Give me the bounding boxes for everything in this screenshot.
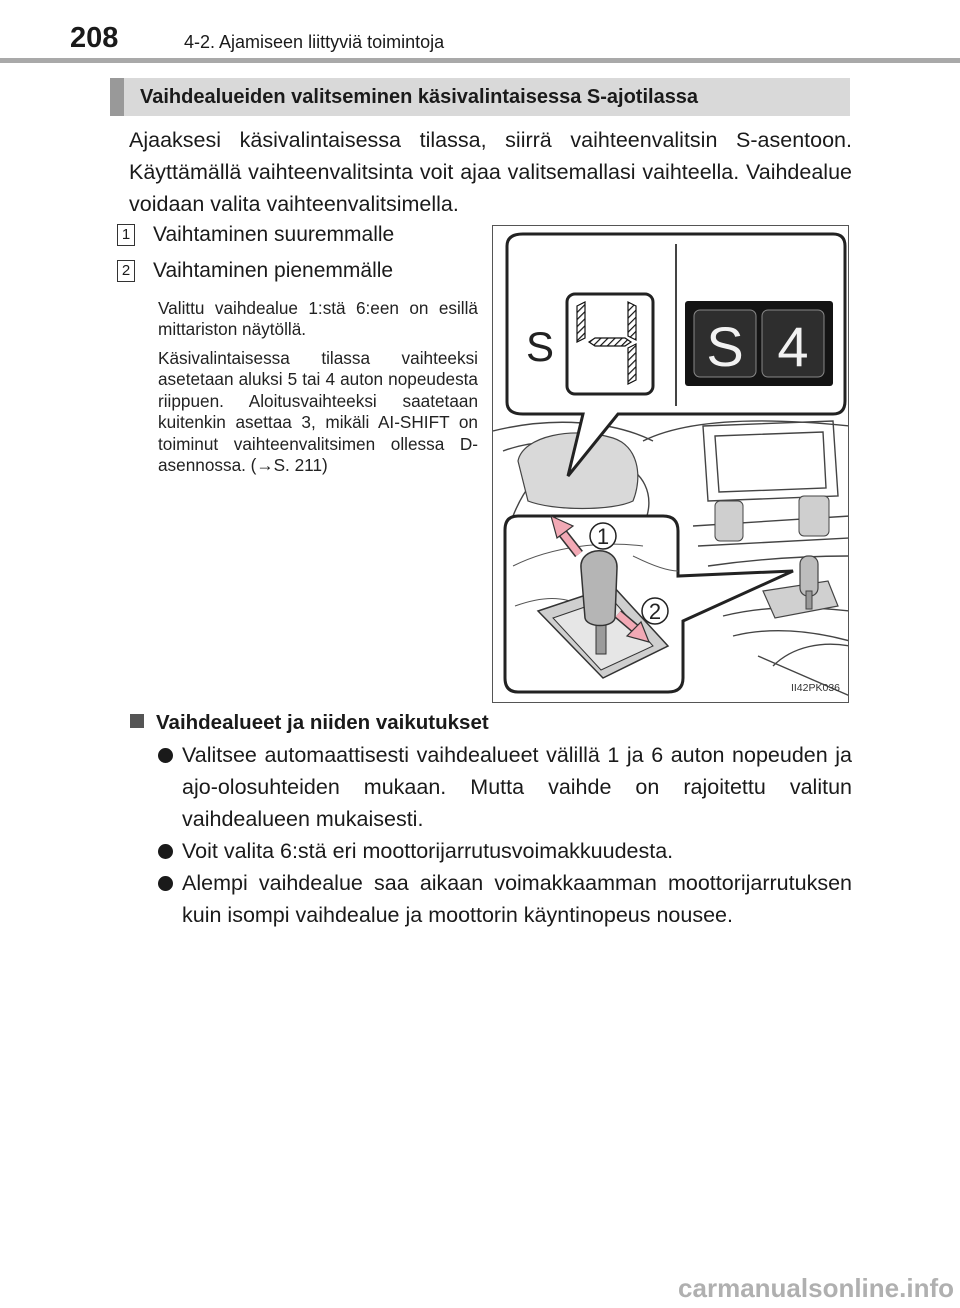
air-vents — [715, 496, 829, 541]
shifter-overview — [763, 556, 838, 618]
section-title: Vaihdealueiden valitseminen käsivalintaisessa S-ajotilassa — [140, 86, 699, 108]
bullet-text: Voit valita 6:stä eri moottorijarrutusvoimakkuudesta. — [182, 839, 674, 863]
intro-paragraph: Ajaaksesi käsivalintaisessa tilassa, siirrä vaihteenvalitsin S-asentoon. Käyttämällä vaihteenvalitsinta voit ajaa valitsemallasi vaihteella. Vaihdealue voidaan valita vaihteenvalitsimella. — [129, 128, 852, 216]
list-item-upshift — [117, 223, 394, 247]
bullet-text: Valitsee automaattisesti vaihdealueet välillä 1 ja 6 auton nopeuden ja ajo-olosuhteiden mukaan. Mutta vaihde on rajoitettu valitun vaihdealueen mukaisesti. — [182, 743, 852, 831]
bullet-item-automatic-range — [158, 739, 852, 835]
bullet-text: Alempi vaihdealue saa aikaan voimakkaamman moottorijarrutuksen kuin isompi vaihdealue ja moottorin käyntinopeus nousee. — [182, 871, 852, 927]
bullet-item-lower-range — [158, 867, 852, 931]
badge-gear-number: 4 — [777, 315, 809, 378]
square-bullet-icon — [130, 714, 144, 728]
bullet-dot-icon — [158, 748, 173, 763]
chapter-title: 4-2. Ajamiseen liittyviä toimintoja — [184, 32, 445, 52]
list-item-downshift — [117, 259, 393, 283]
badge-mode-letter: S — [706, 315, 744, 378]
item-label: Vaihtaminen pienemmälle — [153, 259, 394, 282]
gear-selector-illustration — [492, 225, 849, 703]
header-divider — [0, 58, 960, 63]
bullet-item-engine-braking — [158, 835, 852, 867]
section-heading-bar — [110, 78, 850, 116]
bullet-dot-icon — [158, 844, 173, 859]
item-number-badge: 2 — [117, 260, 135, 282]
callout-number-2: 2 — [648, 599, 662, 624]
figure-code: II42PK036 — [790, 682, 840, 694]
page-number: 208 — [70, 22, 119, 54]
item-number-badge: 1 — [117, 224, 135, 246]
subsection-heading — [130, 711, 489, 735]
footer-watermark: carmanualsonline.info — [678, 1273, 954, 1303]
bullet-dot-icon — [158, 876, 173, 891]
illustration-svg — [493, 226, 849, 703]
note-initial-gear: Käsivalintaisessa tilassa vaihteeksi asetetaan aluksi 5 tai 4 auton nopeudesta riippuen. Aloitusvaihteeksi saatetaan kuitenkin asettaa 3, mikäli AI-SHIFT on toiminut vaihteenvalitsimen ollessa D-asennossa. (→S. 211) — [158, 348, 478, 476]
callout-number-1: 1 — [596, 524, 610, 549]
item-label: Vaihtaminen suuremmalle — [153, 223, 395, 246]
display-mode-letter: S — [526, 323, 555, 370]
note-display-range: Valittu vaihdealue 1:stä 6:een on esillä mittariston näytöllä. — [158, 298, 478, 340]
subsection-title: Vaihdealueet ja niiden vaikutukset — [156, 711, 489, 734]
